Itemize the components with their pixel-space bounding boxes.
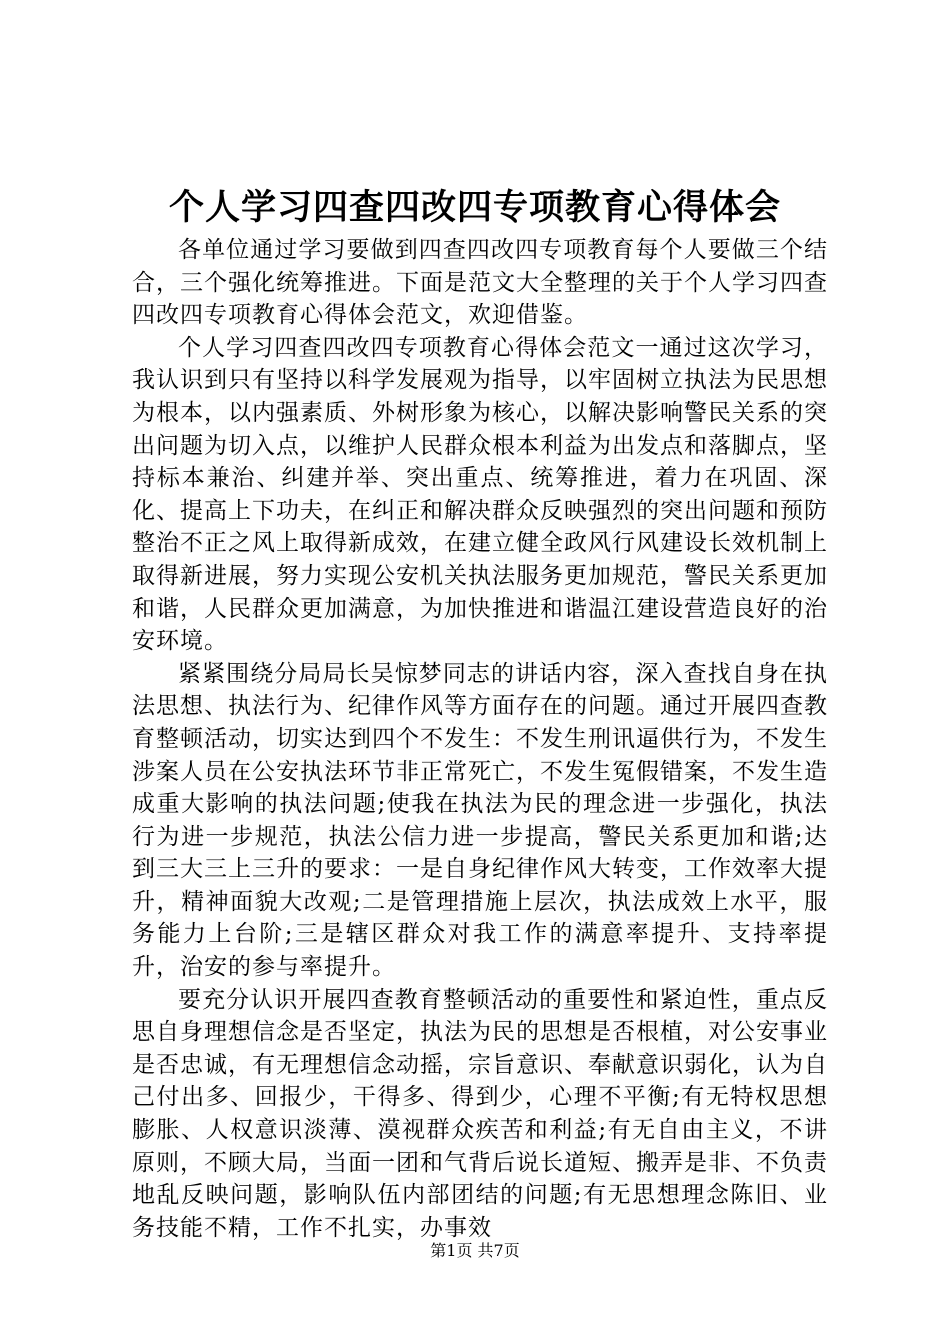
document-title: 个人学习四查四改四专项教育心得体会 — [168, 187, 781, 228]
paragraph-1: 个人学习四查四改四专项教育心得体会范文一通过这次学习，我认识到只有坚持以科学发展观为指导，以牢固树立执法为民思想为根本，以内强素质、外树形象为核心，以解决影响警民关系的突出问题为切入点，以维护人民群众根本利益为出发点和落脚点，坚持标本兼治、纠建并举、突出重点、统筹推进，着力在巩固、深化、提高上下功夫，在纠正和解决群众反映强烈的突出问题和预防整治不正之风上取得新成效，在建立健全政风行风建设长效机制上取得新进展，努力实现公安机关执法服务更加规范，警民关系更加和谐，人民群众更加满意，为加快推进和谐温江建设营造良好的治安环境。 — [132, 334, 828, 655]
document-body — [132, 234, 828, 1244]
paragraph-2: 紧紧围绕分局局长吴惊梦同志的讲话内容，深入查找自身在执法思想、执法行为、纪律作风等方面存在的问题。通过开展四查教育整顿活动，切实达到四个不发生：不发生刑讯逼供行为，不发生涉案人员在公安执法环节非正常死亡，不发生冤假错案，不发生造成重大影响的执法问题;使我在执法为民的理念进一步强化，执法行为进一步规范，执法公信力进一步提高，警民关系更加和谐;达到三大三上三升的要求：一是自身纪律作风大转变，工作效率大提升，精神面貌大改观;二是管理措施上层次，执法成效上水平，服务能力上台阶;三是辖区群众对我工作的满意率提升、支持率提升，治安的参与率提升。 — [132, 660, 828, 981]
page-number-footer: 第1页 共7页 — [430, 1241, 520, 1260]
paragraph-3: 要充分认识开展四查教育整顿活动的重要性和紧迫性，重点反思自身理想信念是否坚定，执法为民的思想是否根植，对公安事业是否忠诚，有无理想信念动摇，宗旨意识、奉献意识弱化，认为自己付出多、回报少，干得多、得到少，心理不平衡;有无特权思想膨胀、人权意识淡薄、漠视群众疾苦和利益;有无自由主义，不讲原则，不顾大局，当面一团和气背后说长道短、搬弄是非、不负责地乱反映问题，影响队伍内部团结的问题;有无思想理念陈旧、业务技能不精，工作不扎实，办事效 — [132, 986, 828, 1241]
paragraph-intro: 各单位通过学习要做到四查四改四专项教育每个人要做三个结合，三个强化统筹推进。下面是范文大全整理的关于个人学习四查四改四专项教育心得体会范文，欢迎借鉴。 — [132, 237, 828, 329]
